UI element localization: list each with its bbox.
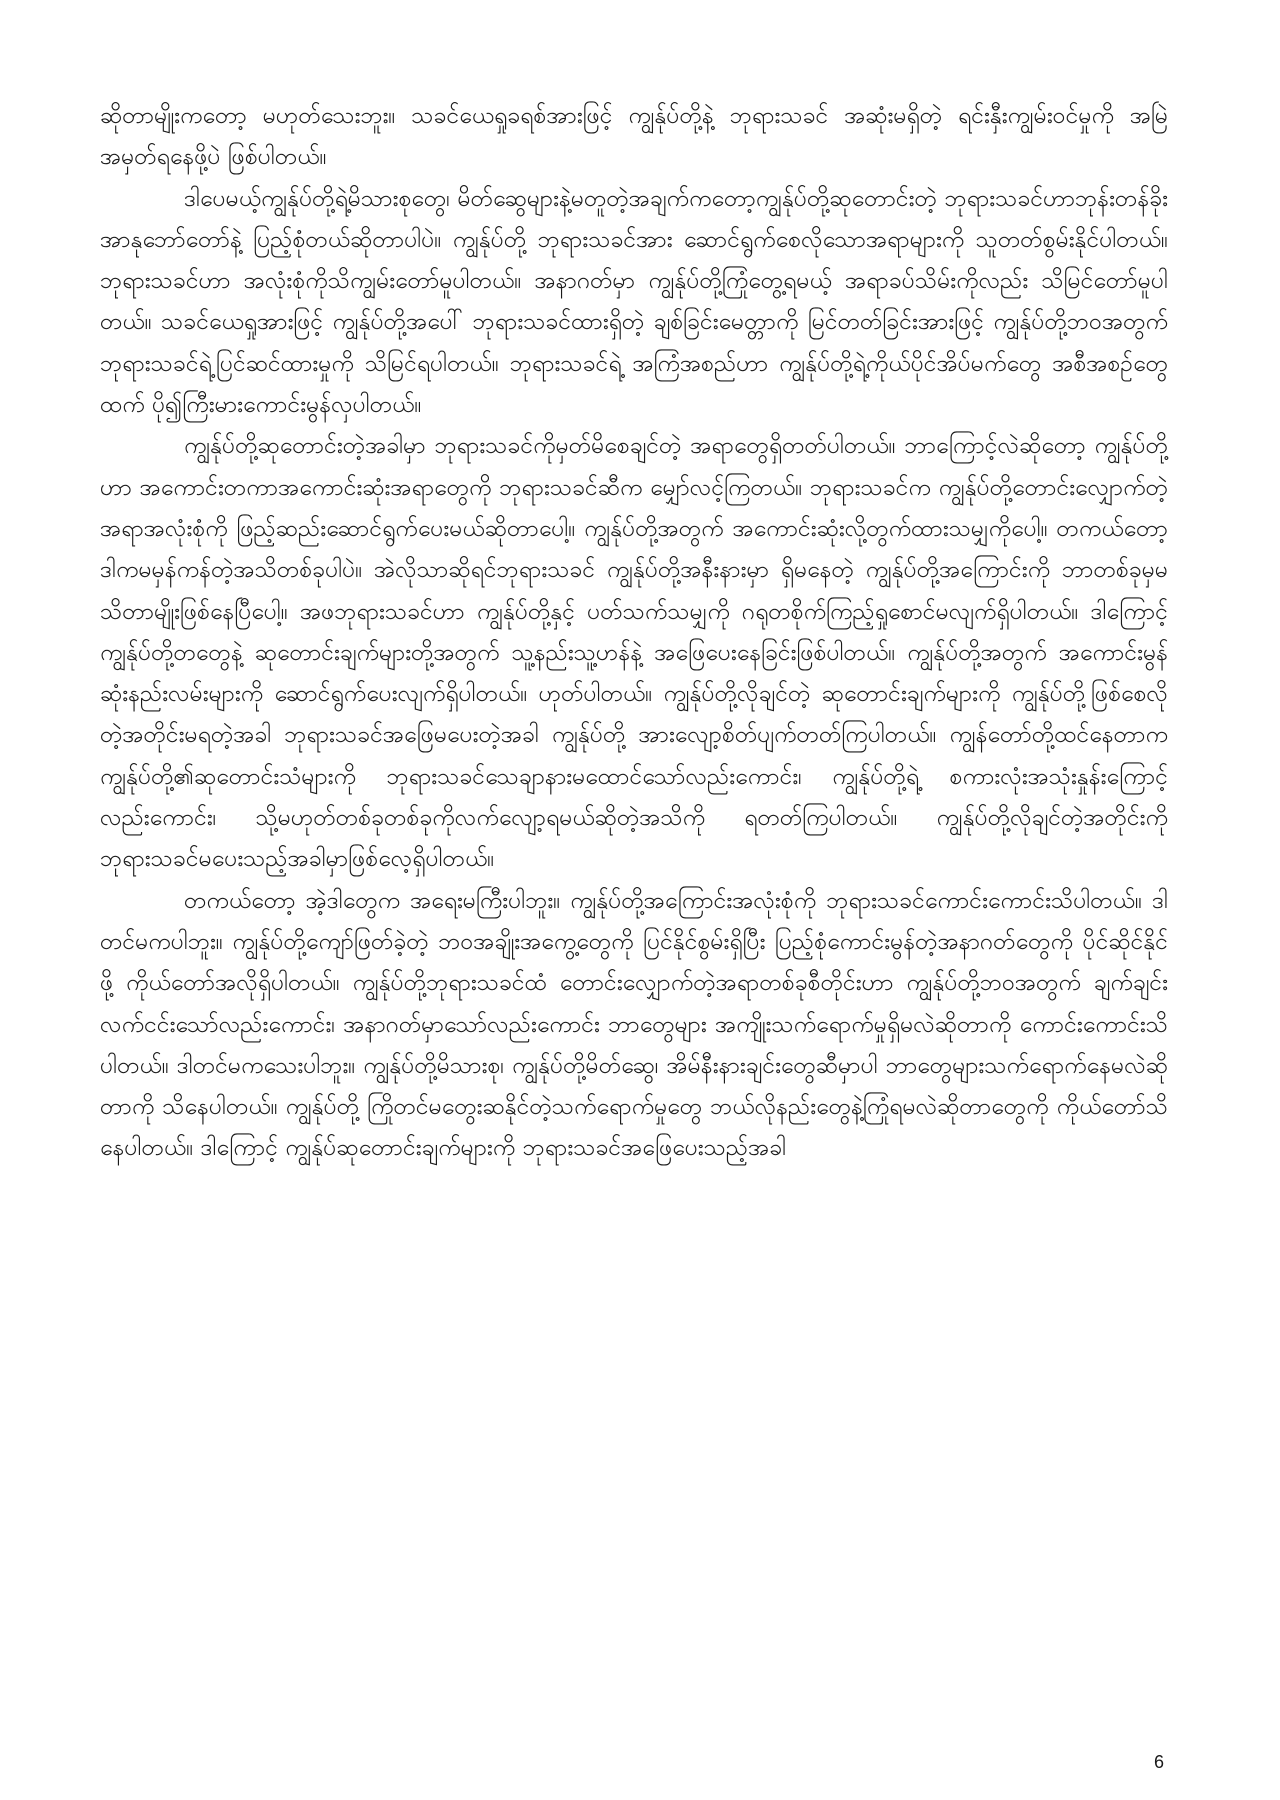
page-number: 6 bbox=[1153, 1752, 1164, 1772]
paragraph-1: ဆိုတာမျိုးကတော့ မဟုတ်သေးဘူး။ သခင်ယေရှုခရစ်အားဖြင့် ကျွန်ုပ်တို့နဲ့ ဘုရားသခင် အဆုံးမရှိတဲ့ ရင်းနှီးကျွမ်းဝင်မှုကို အမြဲအမှတ်ရနေဖို့ပဲ ဖြစ်ပါတယ်။ bbox=[100, 103, 1168, 171]
paragraph-2: ဒါပေမယ့်ကျွန်ုပ်တို့ရဲ့မိသားစုတွေ၊ မိတ်ဆွေများနဲ့မတူတဲ့အချက်ကတော့ကျွန်ုပ်တို့ဆုတောင်းတဲ့ ဘုရားသခင်ဟာဘုန်းတန်ခိုးအာနုဘော်တော်နဲ့ ပြည့်စုံတယ်ဆိုတာပါပဲ။ ကျွန်ုပ်တို့ ဘုရားသခင်အား ဆောင်ရွက်စေလိုသောအရာများကို သူတတ်စွမ်းနိုင်ပါတယ်။ ဘုရားသခင်ဟာ အလုံးစုံကိုသိကျွမ်းတော်မူပါတယ်။ အနာဂတ်မှာ ကျွန်ုပ်တို့ကြုံတွေ့ရမယ့် အရာခပ်သိမ်းကိုလည်း သိမြင်တော်မူပါတယ်။ သခင်ယေရှုအားဖြင့် ကျွန်ုပ်တို့အပေါ် ဘုရားသခင်ထားရှိတဲ့ ချစ်ခြင်းမေတ္တာကို မြင်တတ်ခြင်းအားဖြင့် ကျွန်ုပ်တို့ဘဝအတွက် ဘုရားသခင်ရဲ့ပြင်ဆင်ထားမှုကို သိမြင်ရပါတယ်။ ဘုရားသခင်ရဲ့ အကြံအစည်ဟာ ကျွန်ုပ်တို့ရဲ့ကိုယ်ပိုင်အိပ်မက်တွေ အစီအစဉ်တွေထက် ပို၍ကြီးမားကောင်းမွန်လှပါတယ်။ bbox=[100, 185, 1168, 419]
paragraph-3: ကျွန်ုပ်တို့ဆုတောင်းတဲ့အခါမှာ ဘုရားသခင်ကိုမှတ်မိစေချင်တဲ့ အရာတွေရှိတတ်ပါတယ်။ ဘာကြောင့်လဲဆိုတော့ ကျွန်ုပ်တို့ဟာ အကောင်းတကာအကောင်းဆုံးအရာတွေကို ဘုရားသခင်ဆီက မျှော်လင့်ကြတယ်။ ဘုရားသခင်က ကျွန်ုပ်တို့တောင်းလျှောက်တဲ့အရာအလုံးစုံကို ဖြည့်ဆည်းဆောင်ရွက်ပေးမယ်ဆိုတာပေါ့။ ကျွန်ုပ်တို့အတွက် အကောင်းဆုံးလို့တွက်ထားသမျှကိုပေါ့။ တကယ်တော့ ဒါကမမှန်ကန်တဲ့အသိတစ်ခုပါပဲ။ အဲလိုသာဆိုရင်ဘုရားသခင် ကျွန်ုပ်တို့အနီးနားမှာ ရှိမနေတဲ့ ကျွန်ုပ်တို့အကြောင်းကို ဘာတစ်ခုမှမသိတာမျိုးဖြစ်နေပြီပေါ့။ အဖဘုရားသခင်ဟာ ကျွန်ုပ်တို့နှင့် ပတ်သက်သမျှကို ဂရုတစိုက်ကြည့်ရှုစောင်မလျက်ရှိပါတယ်။ ဒါကြောင့် ကျွန်ုပ်တို့တတွေနဲ့ ဆုတောင်းချက်များတို့အတွက် သူ့နည်းသူ့ဟန်နဲ့ အဖြေပေးနေခြင်းဖြစ်ပါတယ်။ ကျွန်ုပ်တို့အတွက် အကောင်းမွန်ဆုံးနည်းလမ်းများကို ဆောင်ရွက်ပေးလျက်ရှိပါတယ်။ ဟုတ်ပါတယ်။ ကျွန်ုပ်တို့လိုချင်တဲ့ ဆုတောင်းချက်များကို ကျွန်ုပ်တို့ဖြစ်စေလိုတဲ့အတိုင်းမရတဲ့အခါ ဘုရားသခင်အဖြေမပေးတဲ့အခါ ကျွန်ုပ်တို့ အားလျော့စိတ်ပျက်တတ်ကြပါတယ်။ ကျွန်တော်တို့ထင်နေတာက ကျွန်ုပ်တို့၏ဆုတောင်းသံများကို ဘုရားသခင်သေချာနားမထောင်သော်လည်းကောင်း၊ ကျွန်ုပ်တို့ရဲ့ စကားလုံးအသုံးနှုန်းကြောင့်လည်းကောင်း၊ သို့မဟုတ်တစ်ခုတစ်ခုကိုလက်လျော့ရမယ်ဆိုတဲ့အသိကို ရတတ်ကြပါတယ်။ ကျွန်ုပ်တို့လိုချင်တဲ့အတိုင်းကို ဘုရားသခင်မပေးသည့်အခါမှာဖြစ်လေ့ရှိပါတယ်။ bbox=[100, 433, 1168, 873]
document-body bbox=[100, 96, 1168, 1170]
paragraph-4: တကယ်တော့ အဲ့ဒါတွေက အရေးမကြီးပါဘူး။ ကျွန်ုပ်တို့အကြောင်းအလုံးစုံကို ဘုရားသခင်ကောင်းကောင်းသိပါတယ်။ ဒါတင်မကပါဘူး။ ကျွန်ုပ်တို့ကျော်ဖြတ်ခဲ့တဲ့ ဘဝအချိုးအကွေ့တွေကို ပြင်နိုင်စွမ်းရှိပြီး ပြည့်စုံကောင်းမွန်တဲ့အနာဂတ်တွေကို ပိုင်ဆိုင်နိုင်ဖို့ ကိုယ်တော်အလိုရှိပါတယ်။ ကျွန်ုပ်တို့ဘုရားသခင်ထံ တောင်းလျှောက်တဲ့အရာတစ်ခုစီတိုင်းဟာ ကျွန်ုပ်တို့ဘဝအတွက် ချက်ချင်းလက်ငင်းသော်လည်းကောင်း၊ အနာဂတ်မှာသော်လည်းကောင်း ဘာတွေများ အကျိုးသက်ရောက်မှုရှိမလဲဆိုတာကို ကောင်းကောင်းသိပါတယ်။ ဒါတင်မကသေးပါဘူး။ ကျွန်ုပ်တို့မိသားစု၊ ကျွန်ုပ်တို့မိတ်ဆွေ၊ အိမ်နီးနားချင်းတွေဆီမှာပါ ဘာတွေများသက်ရောက်နေမလဲဆိုတာကို သိနေပါတယ်။ ကျွန်ုပ်တို့ ကြိုတင်မတွေးဆနိုင်တဲ့သက်ရောက်မှုတွေ ဘယ်လိုနည်းတွေနဲ့ကြုံရမလဲဆိုတာတွေကို ကိုယ်တော်သိနေပါတယ်။ ဒါကြောင့် ကျွန်ုပ်ဆုတောင်းချက်များကို ဘုရားသခင်အဖြေပေးသည့်အခါ bbox=[100, 887, 1168, 1162]
